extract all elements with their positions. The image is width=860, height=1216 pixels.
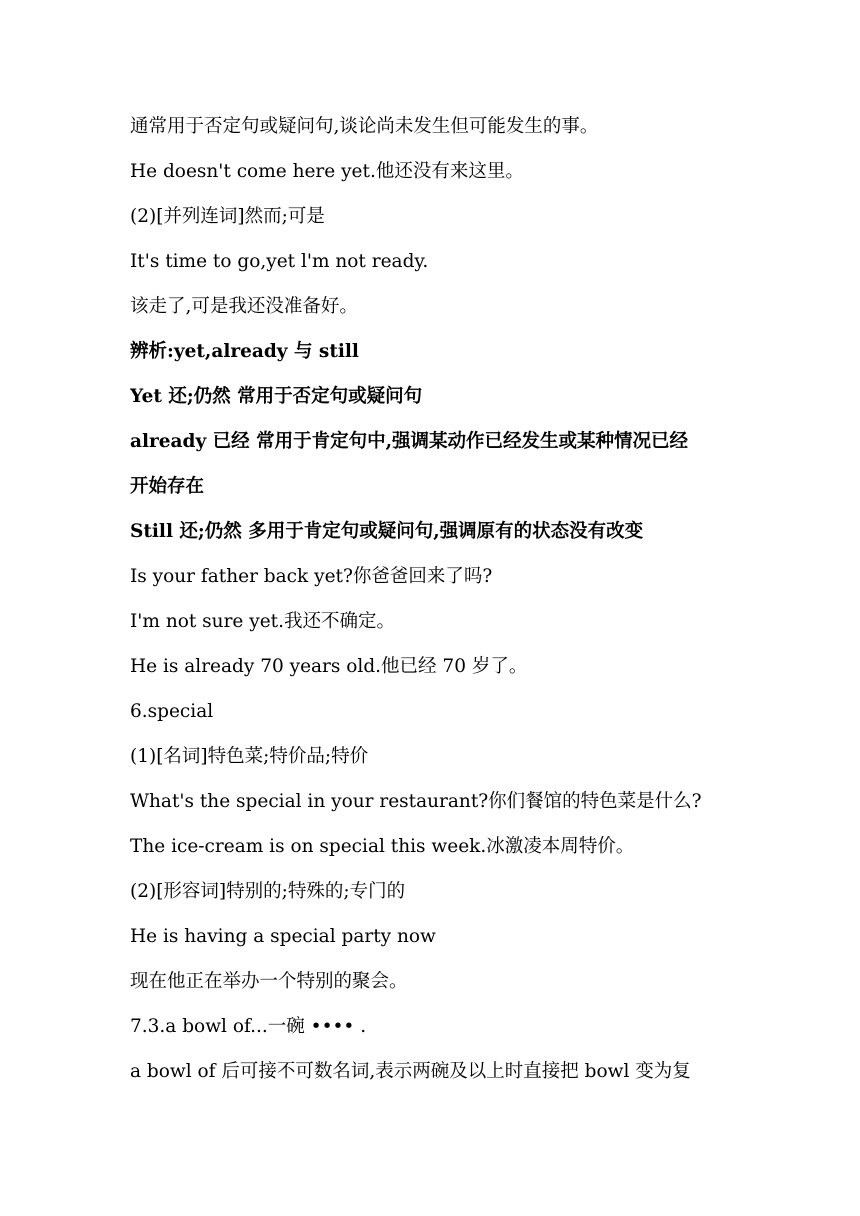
text-line: 现在他正在举办一个特别的聚会。 [130, 971, 408, 992]
text-line: 该走了,可是我还没准备好。 [130, 296, 358, 317]
text-line: (1)[名词]特色菜;特价品;特价 [130, 746, 369, 767]
heading-line: Still 还;仍然 多用于肯定句或疑问句,强调原有的状态没有改变 [130, 521, 644, 542]
text-line: a bowl of 后可接不可数名词,表示两碗及以上时直接把 bowl 变为复 [130, 1061, 691, 1082]
heading-line: Yet 还;仍然 常用于否定句或疑问句 [130, 386, 423, 407]
text-line: He is already 70 years old.他已经 70 岁了。 [130, 656, 528, 677]
text-line: (2)[并列连词]然而;可是 [130, 206, 325, 227]
text-line: He is having a special party now [130, 926, 436, 947]
heading-line: already 已经 常用于肯定句中,强调某动作已经发生或某种情况已经 [130, 431, 689, 452]
text-line: He doesn't come here yet.他还没有来这里。 [130, 161, 524, 182]
text-line: 通常用于否定句或疑问句,谈论尚未发生但可能发生的事。 [130, 116, 599, 137]
section-heading: 7.3.a bowl of...一碗 •••• . [130, 1016, 367, 1037]
text-line: The ice-cream is on special this week.冰激凌本周特价。 [130, 836, 635, 857]
text-line: I'm not sure yet.我还不确定。 [130, 611, 395, 632]
heading-line: 开始存在 [130, 476, 205, 497]
document-page [130, 104, 740, 1094]
heading-line: 辨析:yet,already 与 still [130, 341, 359, 362]
text-line: What's the special in your restaurant?你们餐馆的特色菜是什么? [130, 791, 702, 812]
section-heading: 6.special [130, 701, 214, 722]
text-line: (2)[形容词]特别的;特殊的;专门的 [130, 881, 406, 902]
text-line: Is your father back yet?你爸爸回来了吗? [130, 566, 493, 587]
text-line: It's time to go,yet l'm not ready. [130, 251, 429, 272]
